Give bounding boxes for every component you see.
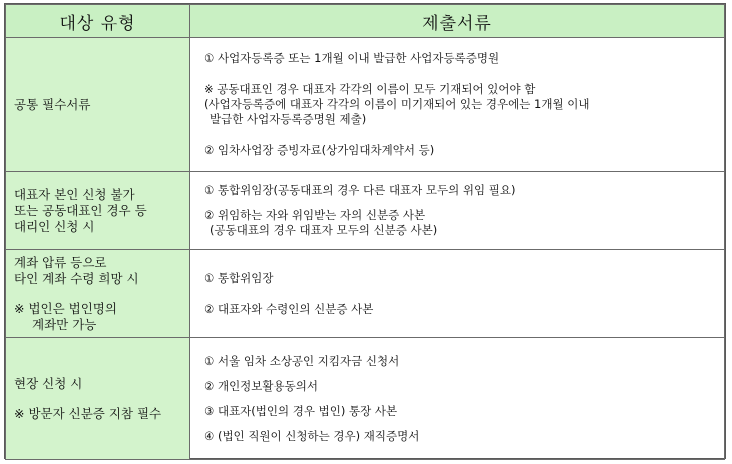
doc-item: ② 대표자와 수령인의 신분증 사본	[204, 301, 374, 316]
table-row	[6, 172, 725, 250]
row-category-proxy	[6, 172, 190, 250]
category-line: 대리인 신청 시	[14, 218, 95, 234]
doc-note: 발급한 사업자등록증명원 제출)	[210, 112, 367, 126]
doc-item: ② 위임하는 자와 위임받는 자의 신분증 사본	[204, 208, 426, 222]
category-line: 대표자 본인 신청 불가	[14, 186, 135, 202]
doc-item: ① 통합위임장	[204, 270, 274, 285]
row-docs-proxy	[190, 172, 725, 250]
category-line: 계좌만 가능	[32, 316, 97, 332]
category-line: 현장 신청 시	[14, 375, 83, 391]
doc-item: ② 임차사업장 증빙자료(상가임대차계약서 등)	[204, 143, 435, 157]
row-category-common	[6, 38, 190, 172]
doc-note: ※ 공동대표인 경우 대표자 각각의 이름이 모두 기재되어 있어야 함	[204, 82, 536, 96]
header-documents: 제출서류	[190, 5, 725, 38]
row-docs-onsite	[190, 338, 725, 460]
row-docs-common	[190, 38, 725, 172]
category-line: 계좌 압류 등으로	[14, 254, 107, 270]
doc-item: ③ 대표자(법인의 경우 법인) 통장 사본	[204, 403, 398, 418]
category-line: 또는 공동대표인 경우 등	[14, 202, 147, 218]
doc-item: ① 서울 임차 소상공인 지킴자금 신청서	[204, 353, 400, 368]
category-line: 타인 계좌 수령 희망 시	[14, 270, 139, 286]
doc-item: ① 사업자등록증 또는 1개월 이내 발급한 사업자등록증명원	[204, 51, 500, 65]
header-target-type: 대상 유형	[6, 5, 190, 38]
category-line: ※ 법인은 법인명의	[14, 300, 117, 316]
table-row	[6, 250, 725, 338]
doc-note: (사업자등록증에 대표자 각각의 이름이 미기재되어 있는 경우에는 1개월 이내	[204, 97, 590, 111]
table-header-row	[6, 5, 725, 38]
doc-item: ① 통합위임장(공동대표의 경우 다른 대표자 모두의 위임 필요)	[204, 183, 516, 197]
row-docs-other-account	[190, 250, 725, 338]
doc-item: ② 개인정보활용동의서	[204, 378, 318, 393]
documents-table-frame	[4, 3, 726, 459]
table-row	[6, 38, 725, 172]
required-documents-table	[5, 4, 725, 460]
row-category-onsite	[6, 338, 190, 460]
row-category-other-account	[6, 250, 190, 338]
category-line: ※ 방문자 신분증 지참 필수	[14, 405, 162, 421]
doc-item: ④ (법인 직원이 신청하는 경우) 재직증명서	[204, 428, 420, 443]
category-line: 공통 필수서류	[14, 96, 91, 112]
table-row	[6, 338, 725, 460]
doc-note: (공동대표의 경우 대표자 모두의 신분증 사본)	[210, 223, 438, 237]
